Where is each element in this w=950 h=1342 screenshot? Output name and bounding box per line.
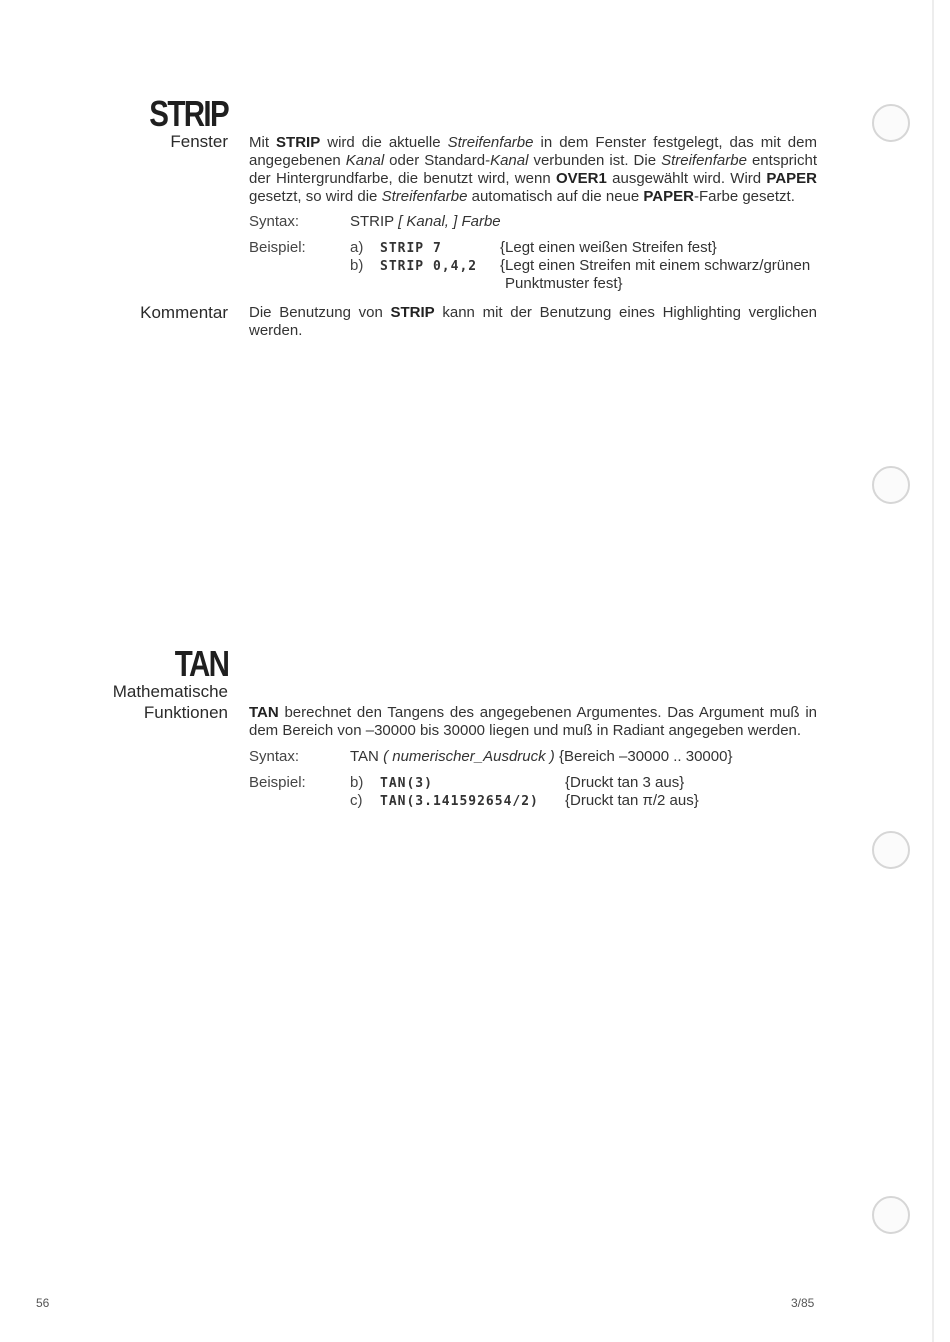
text-run: -Farbe gesetzt. — [693, 188, 795, 205]
strip-example-comment: {Legt einen Streifen mit einem schwarz/grünen — [500, 257, 811, 274]
tan-syntax — [350, 748, 732, 765]
text-run: Streifenfarbe — [381, 188, 468, 205]
text-run: in dem Fenster festgelegt, das mit dem angegebenen — [249, 134, 817, 169]
text-run: verbunden ist. Die — [528, 152, 662, 169]
text-run: kann mit der Benutzung eines Highlighting verglichen werden. — [249, 304, 818, 339]
text-run: STRIP — [390, 304, 435, 321]
punch-hole — [872, 831, 910, 869]
text-run: gesetzt, so wird die — [249, 188, 382, 205]
edition-date: 3/85 — [791, 1296, 815, 1310]
strip-example-comment-continued: Punktmuster fest} — [505, 275, 623, 292]
text-run: Streifenfarbe — [447, 134, 534, 151]
text-run: Mit — [249, 134, 277, 151]
strip-remark-heading: Kommentar — [140, 303, 228, 322]
text-run: OVER1 — [555, 170, 607, 187]
tan-example-letter: c) — [350, 792, 363, 809]
text-run: Kanal — [345, 152, 385, 169]
strip-example-code: STRIP 7 — [380, 241, 442, 256]
text-run: ausgewählt wird. Wird — [606, 170, 767, 187]
text-run: Streifenfarbe — [661, 152, 747, 169]
text-run: PAPER — [643, 188, 694, 205]
tan-example-code: TAN(3) — [380, 776, 433, 791]
page-number: 56 — [36, 1296, 50, 1310]
strip-example-letter: a) — [350, 239, 364, 256]
punch-hole — [872, 1196, 910, 1234]
punch-hole — [872, 104, 910, 142]
strip-syntax-label: Syntax: — [249, 213, 300, 230]
tan-example-code: TAN(3.141592654/2) — [380, 794, 539, 809]
strip-title: STRIP — [149, 93, 228, 134]
strip-example-letter: b) — [350, 257, 364, 274]
page-edge — [932, 0, 934, 1342]
tan-category-line2: Funktionen — [143, 703, 228, 722]
tan-description — [249, 704, 817, 740]
tan-example-label: Beispiel: — [249, 774, 306, 791]
tan-title: TAN — [174, 643, 228, 684]
text-run: wird die aktuelle — [320, 134, 448, 151]
strip-description — [249, 134, 817, 206]
strip-example-label: Beispiel: — [249, 239, 306, 256]
strip-remark — [249, 304, 817, 340]
tan-syntax-arguments: ( numerischer_Ausdruck ) — [383, 748, 555, 765]
text-run: Kanal — [490, 152, 529, 169]
strip-syntax-arguments: [ Kanal, ] Farbe — [398, 213, 501, 230]
tan-syntax-label: Syntax: — [249, 748, 300, 765]
tan-example-comment: {Druckt tan 3 aus} — [565, 774, 685, 791]
text-run: Die Benutzung von — [249, 304, 391, 321]
strip-example-comment: {Legt einen weißen Streifen fest} — [500, 239, 717, 256]
strip-category: Fenster — [170, 132, 228, 151]
text-run: oder Standard- — [384, 152, 491, 169]
text-run: STRIP — [276, 134, 321, 151]
text-run: TAN — [249, 704, 279, 721]
text-run: PAPER — [766, 170, 817, 187]
punch-hole — [872, 466, 910, 504]
strip-syntax — [350, 213, 501, 230]
text-run: entspricht der Hintergrundfarbe, die benutzt wird, wenn — [249, 152, 817, 187]
tan-example-comment: {Druckt tan π/2 aus} — [565, 792, 699, 809]
text-run: berechnet den Tangens des angegebenen Argumentes. Das Argument muß in dem Bereich von –30000 bis 30000 liegen und muß in Radiant angegeben werden. — [249, 704, 817, 739]
tan-example-letter: b) — [350, 774, 364, 791]
tan-category-line1: Mathematische — [112, 682, 228, 701]
strip-example-code: STRIP 0,4,2 — [380, 259, 478, 274]
strip-syntax-command: STRIP — [350, 213, 394, 230]
tan-syntax-command: TAN — [350, 748, 379, 765]
tan-syntax-range: {Bereich –30000 .. 30000} — [558, 748, 733, 765]
text-run: automatisch auf die neue — [467, 188, 644, 205]
